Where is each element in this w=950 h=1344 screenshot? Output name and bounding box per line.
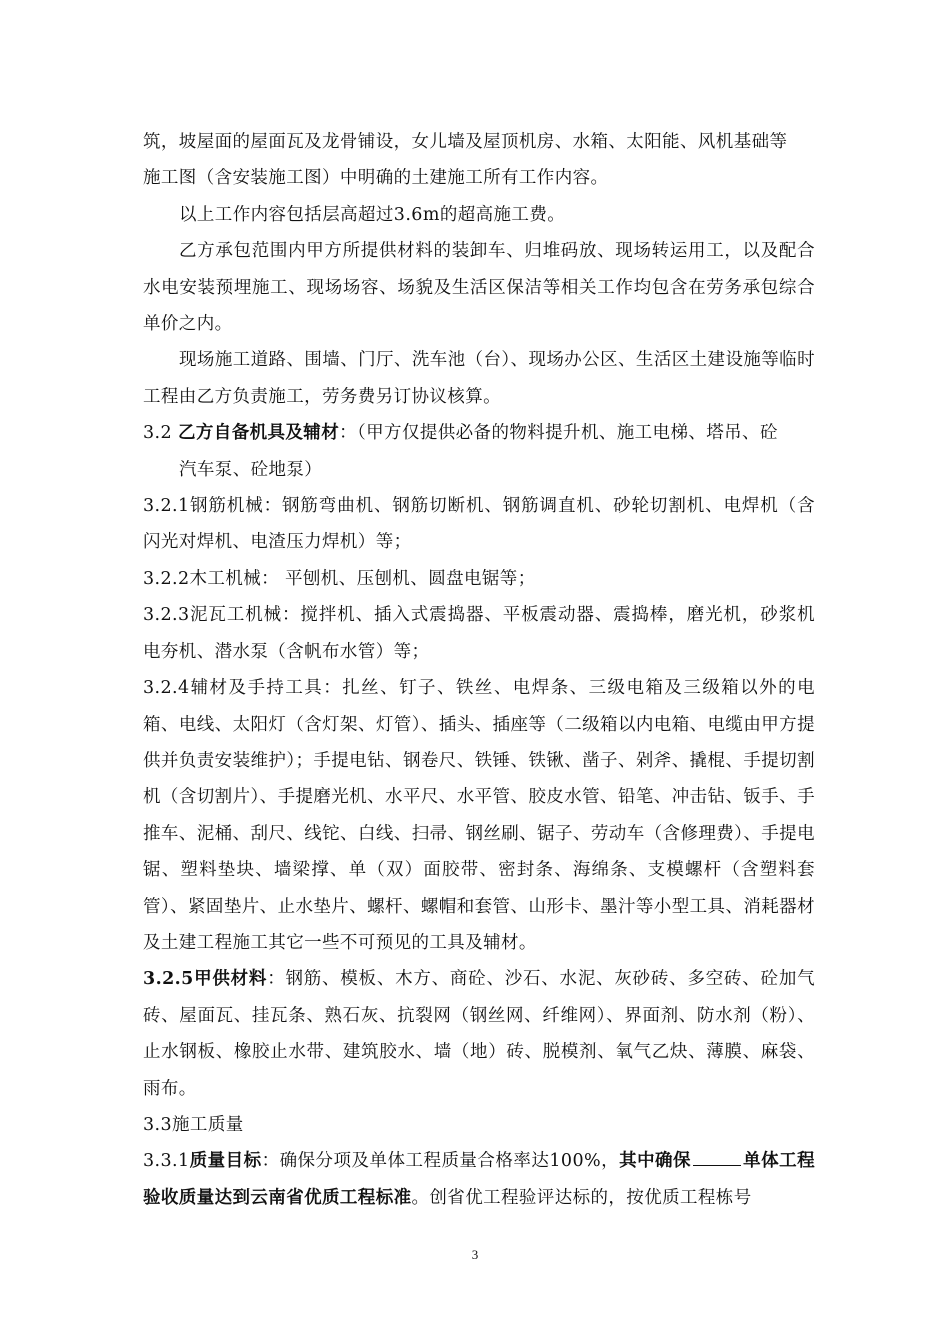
section-text: ：确保分项及单体工程质量合格率达100%，: [261, 1151, 620, 1172]
section-3-2-5: [143, 961, 815, 1107]
section-3-2-3: 3.2.3泥瓦工机械：搅拌机、插入式震捣器、平板震动器、震捣棒，磨光机，砂浆机电夯机、潜水泵（含帆布水管）等；: [143, 605, 815, 662]
paragraph-materials-handling: 乙方承包范围内甲方所提供材料的装卸车、归堆码放、现场转运用工，以及配合水电安装预埋施工、现场场容、场貌及生活区保洁等相关工作均包含在劳务承包综合单价之内。: [143, 241, 815, 335]
section-text: 。创省优工程验评达标的，按优质工程栋号: [411, 1187, 752, 1208]
section-number: 3.2: [143, 423, 178, 444]
section-number: 3.3.1: [143, 1151, 190, 1172]
blank-underline: [693, 1147, 741, 1166]
section-3-3-1: [143, 1143, 815, 1216]
section-3-2-2: 3.2.2木工机械： 平刨机、压刨机、圆盘电锯等；: [143, 568, 536, 589]
section-3-2-heading: [143, 415, 815, 451]
bold-text: 其中确保: [619, 1151, 692, 1172]
bold-text: 单体工程验收质量达到云南省优质工程标准: [143, 1151, 815, 1208]
section-title: 3.2.5甲供材料: [143, 969, 268, 990]
paragraph-high-rise-fee: 以上工作内容包括层高超过3.6m的超高施工费。: [179, 204, 566, 225]
section-3-2-1: 3.2.1钢筋机械：钢筋弯曲机、钢筋切断机、钢筋调直机、砂轮切割机、电焊机（含闪光对焊机、电渣压力焊机）等；: [143, 496, 815, 553]
section-title: 质量目标: [189, 1151, 262, 1172]
section-3-2-4: 3.2.4辅材及手持工具：扎丝、钉子、铁丝、电焊条、三级电箱及三级箱以外的电箱、电线、太阳灯（含灯架、灯管）、插头、插座等（二级箱以内电箱、电缆由甲方提供并负责安装维护）；手提电钻、钢卷尺、铁锤、铁锹、凿子、剁斧、撬棍、手提切割机（含切割片）、手提磨光机、水平尺、水平管、胶皮水管、铅笔、冲击钻、钣手、手推车、泥桶、刮尺、线铊、白线、扫帚、钢丝刷、锯子、劳动车（含修理费）、手提电锯、塑料垫块、墙梁撑、单（双）面胶带、密封条、海绵条、支模螺杆（含塑料套管）、紧固垫片、止水垫片、螺杆、螺帽和套管、山形卡、墨汁等小型工具、消耗器材及土建工程施工其它一些不可预见的工具及辅材。: [143, 678, 815, 953]
section-text: ：钢筋、模板、木方、商砼、沙石、水泥、灰砂砖、多空砖、砼加气砖、屋面瓦、挂瓦条、熟石灰、抗裂网（钢丝网、纤维网）、界面剂、防水剂（粉）、止水钢板、橡胶止水带、建筑胶水、墙（地）砖、脱模剂、氧气乙炔、薄膜、麻袋、雨布。: [143, 969, 815, 1099]
paragraph-scope-line2: 施工图（含安装施工图）中明确的土建施工所有工作内容。: [143, 168, 609, 189]
paragraph-temporary-works: 现场施工道路、围墙、门厅、洗车池（台）、现场办公区、生活区土建设施等临时工程由乙方负责施工，劳务费另订协议核算。: [143, 350, 815, 407]
document-body: [143, 124, 815, 1216]
section-title: 乙方自备机具及辅材: [178, 423, 340, 444]
section-3-3-heading: 3.3施工质量: [143, 1114, 244, 1135]
section-text: ：（甲方仅提供必备的物料提升机、施工电梯、塔吊、砼: [339, 423, 778, 444]
section-3-2-continuation: 汽车泵、砼地泵）: [179, 459, 323, 480]
paragraph-scope-line1: 筑，坡屋面的屋面瓦及龙骨铺设，女儿墙及屋顶机房、水箱、太阳能、风机基础等: [143, 132, 788, 152]
page-number: 3: [471, 1247, 479, 1262]
